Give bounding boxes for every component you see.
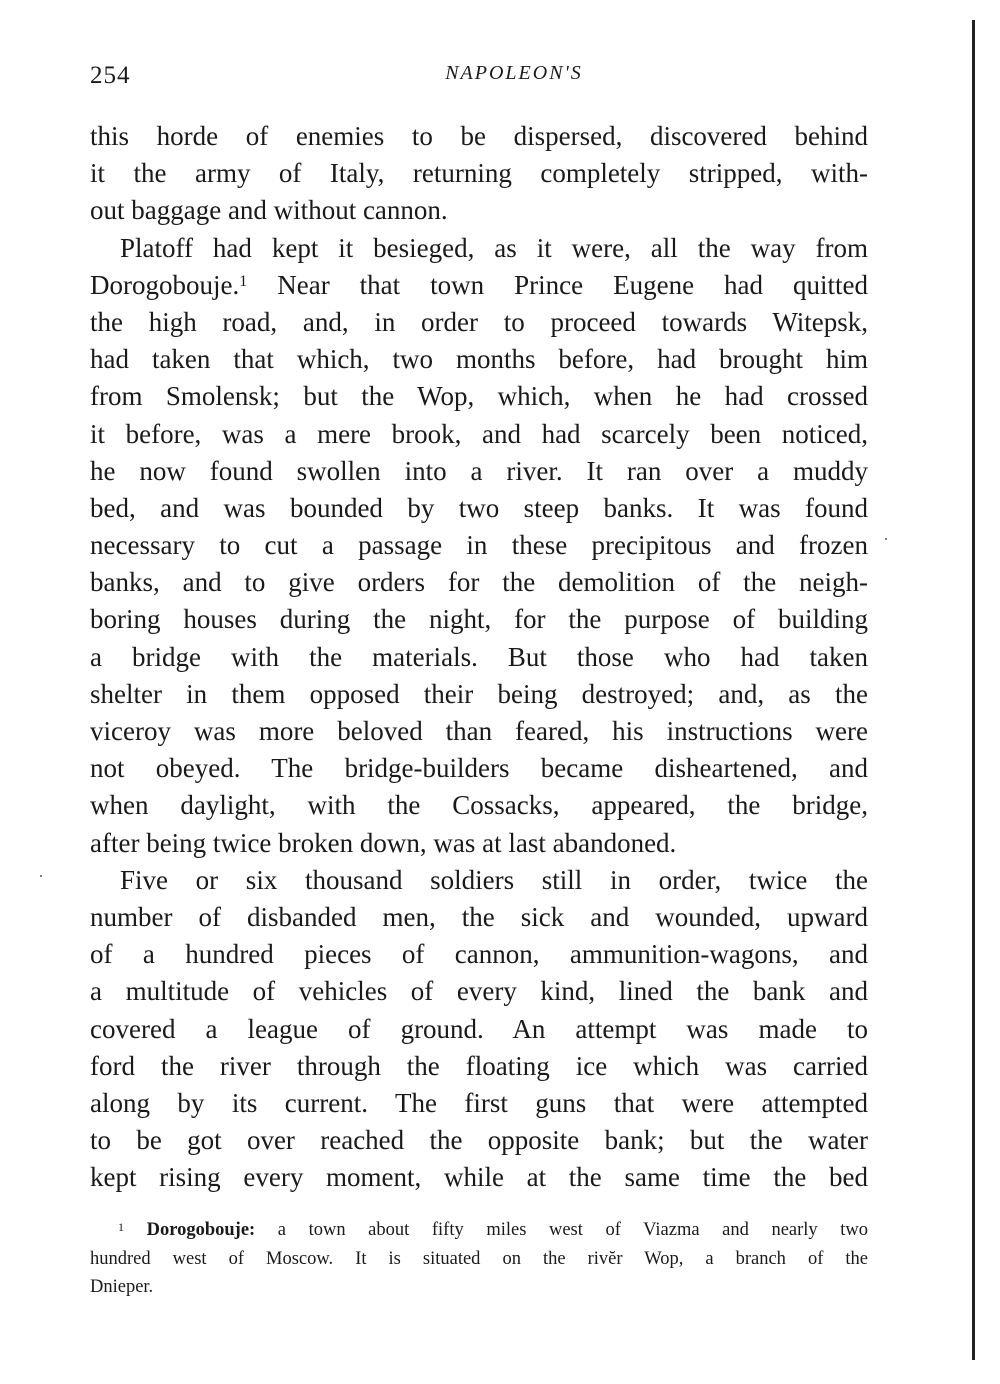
text-line: necessary to cut a passage in these precipitous and frozen	[90, 530, 868, 561]
text-line: a bridge with the materials. But those who had taken	[90, 641, 868, 672]
page-number: 254	[90, 62, 131, 89]
text-line: to be got over reached the opposite bank; but the water	[90, 1125, 868, 1156]
text-line: the high road, and, in order to proceed towards Witepsk,	[90, 306, 868, 337]
text-fragment: Near that town Prince Eugene had quitted	[277, 269, 869, 300]
footnote-line: hundred west of Moscow. It is situated on the rivĕr Wop, a branch of the	[90, 1248, 868, 1269]
text-line: boring houses during the night, for the purpose of building	[90, 604, 868, 635]
text-line: covered a league of ground. An attempt was made to	[90, 1013, 868, 1044]
text-line: kept rising every moment, while at the same time the bed	[90, 1162, 868, 1193]
text-line: had taken that which, two months before, had brought him	[90, 344, 868, 375]
text-line: a multitude of vehicles of every kind, lined the bank and	[90, 976, 868, 1007]
text-line: ford the river through the floating ice which was carried	[90, 1050, 868, 1081]
body-text	[90, 118, 868, 1196]
text-line: when daylight, with the Cossacks, appeared, the bridge,	[90, 790, 868, 821]
text-line: it before, was a mere brook, and had scarcely been noticed,	[90, 418, 868, 449]
text-line: banks, and to give orders for the demolition of the neigh-	[90, 567, 868, 598]
scan-edge-line	[972, 20, 975, 1360]
scan-speck	[40, 875, 42, 877]
text-line: Platoff had kept it besieged, as it were, all the way from	[120, 232, 868, 263]
text-line: out baggage and without cannon.	[90, 195, 448, 226]
text-line: viceroy was more beloved than feared, his instructions were	[90, 716, 868, 746]
text-line: he now found swollen into a river. It ran over a muddy	[90, 455, 868, 486]
footnote-number: 1	[118, 1220, 124, 1234]
text-line: this horde of enemies to be dispersed, discovered behind	[90, 121, 868, 151]
text-line: after being twice broken down, was at last abandoned.	[90, 827, 677, 858]
scan-speck	[885, 538, 887, 540]
text-line: it the army of Italy, returning completely stripped, with-	[90, 158, 868, 189]
text-line: bed, and was bounded by two steep banks. It was found	[90, 492, 868, 523]
text-line: from Smolensk; but the Wop, which, when he had crossed	[90, 381, 868, 412]
text-line: of a hundred pieces of cannon, ammunition-wagons, and	[90, 939, 868, 970]
text-fragment: Dorogobouje.	[90, 269, 240, 300]
footnote	[90, 1216, 868, 1302]
footnote-line	[90, 1216, 868, 1245]
running-head: NAPOLEON'S	[445, 62, 583, 84]
text-line: not obeyed. The bridge-builders became disheartened, and	[90, 753, 868, 784]
footnote-line: Dnieper.	[90, 1277, 154, 1297]
text-line	[90, 267, 868, 304]
footnote-term: Dorogobouje:	[146, 1220, 256, 1240]
footnote-text: a town about fifty miles west of Viazma and nearly two	[277, 1220, 869, 1240]
text-line: Five or six thousand soldiers still in order, twice the	[120, 864, 868, 895]
text-line: number of disbanded men, the sick and wounded, upward	[90, 901, 868, 932]
text-line: shelter in them opposed their being destroyed; and, as the	[90, 678, 868, 709]
text-line: along by its current. The first guns that were attempted	[90, 1087, 868, 1118]
footnote-ref: 1	[239, 272, 248, 290]
